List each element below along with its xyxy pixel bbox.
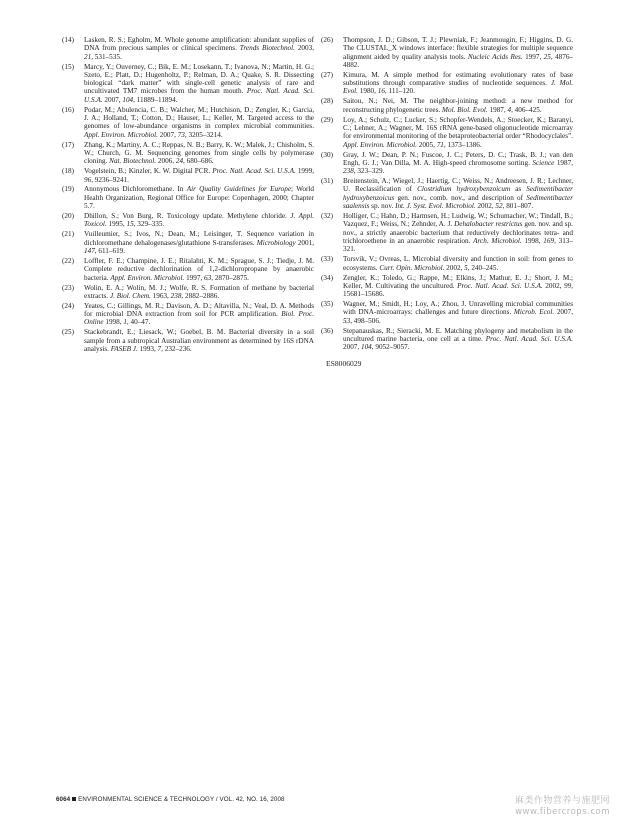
reference-segment: , 680–686. — [183, 157, 214, 166]
reference-item — [321, 116, 573, 149]
reference-italic-segment: 169 — [543, 236, 555, 245]
reference-segment: 2001, — [295, 238, 314, 247]
reference-italic-segment: J. Mol. Evol. — [343, 79, 573, 96]
reference-segment: Zengler, K.; Toledo, G.; Rappe, M.; Elkins, J.; Mathur, E. J.; Short, J. M.; Keller, M. Cultivating the uncultured. — [343, 273, 573, 290]
reference-italic-segment: Clostridium hydroxybenzoicum — [417, 185, 511, 194]
reference-italic-segment: Int. J. Syst. Evol. Microbiol. — [395, 202, 476, 211]
reference-segment: Holliger, C.; Hahn, D.; Harmsen, H.; Ludwig, W.; Schumacher, W.; Tindall, B.; Vazquez, F.; Weiss, N.; Zehnder, A. J. — [343, 212, 573, 229]
reference-segment: , 611–619. — [94, 246, 126, 255]
reference-number: (23) — [62, 283, 74, 292]
reference-item — [62, 328, 314, 353]
reference-segment: , 2870–2875. — [211, 273, 249, 282]
reference-segment: , 1373–1386. — [443, 140, 482, 149]
reference-italic-segment: Science — [532, 158, 555, 167]
reference-item — [62, 141, 314, 166]
reference-segment: 2006, — [156, 157, 176, 166]
reference-number: (24) — [62, 301, 74, 310]
reference-item — [62, 212, 314, 229]
reference-item — [321, 177, 573, 210]
reference-text — [84, 36, 314, 61]
reference-text — [343, 36, 573, 69]
reference-segment: Breitenstein, A.; Wiegel, J.; Haertig, C.; Weiss, N.; Andreesen, J. R.; Lechner, U. Reclassification of — [343, 177, 573, 194]
reference-item — [62, 167, 314, 184]
reference-text — [84, 63, 314, 104]
watermark — [515, 796, 610, 818]
reference-text — [343, 212, 573, 253]
reference-number: (19) — [62, 185, 74, 194]
reference-segment: 1997, — [184, 273, 205, 282]
reference-item — [321, 71, 573, 96]
reference-item — [321, 151, 573, 176]
reference-number: (32) — [321, 212, 333, 221]
reference-segment: Marcy, Y.; Ouverney, C.; Bik, E. M.; Losekann, T.; Ivanova, N.; Martin, H. G.; Szeto, E.; Platt, D.; Hugenholtz, P.; Relman, D. A.; Quake, S. R. Dissecting biological “dark matter” with single-cell genetic analysis of rare and uncultivated TM7 microbes from the human mouth. — [84, 62, 314, 96]
reference-number: (35) — [321, 300, 333, 309]
reference-segment: , 323–329. — [353, 167, 385, 176]
square-bullet-icon — [72, 797, 76, 801]
reference-number: (27) — [321, 70, 333, 79]
reference-italic-segment: 4 — [507, 105, 512, 114]
reference-italic-segment: Nucleic Acids Res. — [467, 52, 523, 61]
reference-item — [321, 36, 573, 69]
reference-italic-segment: 104 — [122, 95, 134, 104]
reference-italic-segment: 147 — [84, 246, 95, 255]
reference-segment: Vuilleumier, S.; Ivos, N.; Dean, M.; Leisinger, T. Sequence variation in dichloromethane dehalogenases/glutathione S-transferases. — [84, 230, 314, 247]
reference-item — [62, 230, 314, 255]
reference-item — [62, 106, 314, 139]
reference-italic-segment: 73 — [177, 130, 185, 139]
reference-italic-segment: Sedimentibacter saalensis — [343, 193, 573, 211]
reference-segment: 2007, — [554, 308, 573, 317]
reference-segment: Stackebrandt, E.; Liesack, W.; Goebel, B. M. Bacterial diversity in a soil sample from a subtropical Australian environment as determined by 16S rDNA analysis. — [84, 328, 314, 353]
reference-italic-segment: 16 — [377, 87, 385, 96]
reference-italic-segment: 5 — [464, 263, 468, 272]
reference-italic-segment: Mol. Biol. Evol. — [442, 105, 488, 114]
reference-segment: gen. nov. and sp. nov., a strictly anaerobic bacterium that reductively dechlorinates tetra- and trichloroethene in an anaerobic respiration. — [343, 220, 573, 245]
reference-text — [84, 106, 314, 139]
reference-text — [343, 97, 573, 114]
reference-number: (20) — [62, 212, 74, 221]
reference-number: (14) — [62, 36, 74, 44]
reference-text — [84, 284, 314, 301]
reference-segment: ; World Health Organization, Regional Office for Europe: Copenhagen, 2000; Chapter 5.7. — [84, 185, 314, 211]
reference-segment: , 232–236. — [161, 344, 192, 353]
reference-italic-segment: Biol. Proc. Online — [84, 310, 315, 327]
reference-italic-segment: Appl. Environ. Microbiol. — [84, 130, 158, 139]
references-right-column — [321, 36, 573, 368]
reference-segment: as — [510, 185, 527, 194]
reference-italic-segment: 96 — [84, 175, 92, 184]
reference-segment: 1998, — [521, 236, 544, 245]
reference-number: (15) — [62, 62, 74, 71]
reference-item — [321, 212, 573, 253]
reference-italic-segment: J. Biol. Chem. — [109, 291, 151, 300]
reference-segment: 1987, — [487, 105, 508, 114]
reference-number: (16) — [62, 105, 74, 114]
reference-segment: Yeates, C.; Gillings, M. R.; Davison, A. D.; Altavilla, N.; Veal, D. A. Methods for microbial DNA extraction from soil for PCR amplification. — [84, 301, 314, 319]
reference-italic-segment: 21 — [84, 52, 92, 61]
reference-segment: , 3205–3214. — [184, 130, 223, 139]
reference-segment: , 40–47. — [126, 318, 151, 327]
reference-italic-segment: 63 — [204, 273, 212, 282]
reference-item — [321, 97, 573, 114]
reference-number: (17) — [62, 140, 74, 149]
reference-number: (18) — [62, 167, 74, 176]
reference-number: (26) — [321, 36, 333, 44]
reference-segment: Podar, M.; Abulencia, C. B.; Walcher, M.; Hutchison, D.; Zengler, K.; Garcia, J. A.; Holland, T.; Cotton, D.; Hauser, L.; Keller, M. Targeted access to the genomes of low-abundance organisms in complex microbial communities. — [84, 105, 314, 131]
reference-segment: Vogelstein, B.; Kinzler, K. W. Digital PCR. — [84, 167, 213, 176]
reference-segment: 1998, — [103, 318, 124, 327]
reference-segment: 1980, — [357, 87, 378, 96]
reference-segment: Zhang, K.; Martiny, A. C.; Reppas, N. B.; Barry, K. W.; Malek, J.; Chisholm, S. W.; Church, G. M. Sequencing genomes from single cells by polymerase cloning. — [84, 140, 314, 166]
page-number: 6064 — [56, 796, 71, 803]
reference-segment: 2002, — [475, 202, 496, 211]
reference-segment: 1995, — [106, 220, 127, 229]
reference-italic-segment: 52 — [495, 202, 503, 211]
reference-text — [343, 300, 573, 325]
reference-segment: 2007, — [102, 95, 123, 104]
reference-list-left — [62, 36, 314, 353]
page-footer — [56, 796, 285, 803]
reference-text — [343, 71, 573, 96]
reference-text — [343, 177, 573, 210]
reference-segment: 1993, — [137, 344, 158, 353]
reference-text — [84, 302, 314, 327]
reference-italic-segment: Trends Biotechnol. — [239, 44, 295, 53]
reference-italic-segment: Arch. Microbiol. — [473, 236, 522, 245]
reference-number: (22) — [62, 256, 74, 265]
reference-list-right — [321, 36, 573, 352]
reference-text — [343, 274, 573, 299]
reference-italic-segment: 24 — [175, 157, 184, 166]
reference-italic-segment: Curr. Opin. Microbiol. — [379, 263, 445, 272]
reference-italic-segment: Appl. Environ. Microbiol. — [110, 273, 185, 282]
reference-text — [343, 151, 573, 176]
reference-segment: Saitou, N.; Nei, M. The neighbor-joining method: a new method for reconstructing phylogenetic trees. — [343, 97, 573, 114]
reference-number: (31) — [321, 177, 333, 186]
reference-number: (33) — [321, 255, 333, 264]
reference-segment: Kimura, M. A simple method for estimating evolutionary rates of base substitutions through comparative studies of nucleotide sequences. — [343, 70, 573, 88]
reference-segment: , 9236–9241. — [91, 175, 129, 184]
reference-text — [84, 257, 314, 282]
reference-italic-segment: 99 — [564, 281, 572, 290]
reference-number: (30) — [321, 150, 333, 159]
reference-segment: 2002, — [542, 281, 565, 290]
reference-italic-segment: 25 — [543, 52, 551, 61]
reference-segment: Dhillon, S.; Von Burg, R. Toxicology update. Methylene chloride. — [84, 212, 291, 221]
watermark-url: www.fibercrops.com — [515, 807, 610, 818]
watermark-chinese-text: 麻类作物营养与施肥网 — [514, 796, 610, 806]
reference-item — [321, 255, 573, 272]
reference-italic-segment: 7 — [157, 344, 162, 353]
reference-item — [62, 284, 314, 301]
journal-citation: ENVIRONMENTAL SCIENCE & TECHNOLOGY / VOL. 42, NO. 16, 2008 — [78, 796, 285, 803]
reference-italic-segment: Dehalobacter restrictus — [454, 220, 523, 229]
reference-segment: sp. nov. — [369, 202, 396, 211]
reference-italic-segment: Proc. Natl. Acad. Sci. U.S.A. — [485, 334, 573, 343]
reference-segment: , 313–321. — [343, 236, 573, 254]
reference-italic-segment: Air Quality Guidelines for Europe — [186, 185, 292, 194]
reference-text — [84, 141, 314, 166]
reference-text — [84, 167, 314, 184]
reference-segment: , 498–506. — [350, 316, 381, 325]
reference-segment: 2005, — [416, 140, 437, 149]
reference-segment: 2003, — [294, 44, 315, 53]
reference-number: (29) — [321, 115, 333, 124]
reference-italic-segment: J. Appl. Toxicol. — [84, 212, 314, 229]
reference-italic-segment: Microb. Ecol. — [513, 308, 555, 317]
reference-italic-segment: Sedimentibacter hydroxybenzoicus — [343, 185, 573, 202]
reference-italic-segment: Appl. Environ. Microbiol. — [343, 140, 417, 149]
reference-item — [62, 36, 314, 61]
reference-item — [62, 302, 314, 327]
reference-item — [321, 300, 573, 325]
reference-segment: Stepanauskas, R.; Sieracki, M. E. Matching phylogeny and metabolism in the uncultured marine bacteria, one cell at a time. — [343, 326, 573, 343]
reference-text — [84, 212, 314, 229]
reference-segment: , 11889–11894. — [133, 95, 178, 104]
reference-segment: Loy, A.; Schulz, C.; Lucker, S.; Schopfer-Wendels, A.; Stoecker, K.; Baranyi, C.; Lehner, A.; Wagner, M. 16S rRNA gene-based oligonucleotide microarray for environmental monitoring of the betaproteobacterial order “Rhodocyclales”. — [343, 115, 573, 141]
reference-italic-segment: Proc. Natl. Acad. Sci. U.S.A. — [212, 167, 296, 176]
reference-segment: , 9052–9057. — [371, 343, 410, 352]
reference-text — [343, 327, 573, 352]
reference-number: (34) — [321, 273, 333, 282]
reference-number: (36) — [321, 326, 333, 335]
reference-segment: , 531–535. — [91, 52, 122, 61]
reference-segment: , 111–120. — [384, 87, 415, 96]
reference-italic-segment: 104 — [360, 343, 372, 352]
reference-segment: 1987, — [554, 158, 573, 167]
reference-segment: , 406–425. — [511, 105, 542, 114]
reference-text — [84, 185, 314, 210]
reference-segment: Loffler, F. E.; Champine, J. E.; Ritalahti, K. M.; Sprague, S. J.; Tiedje, J. M. Complete reductive dechlorination of 1,2-dichloropropane by anaerobic bacteria. — [84, 256, 314, 282]
reference-segment: gen. nov., comb. nov., and description of — [394, 193, 527, 202]
reference-item — [62, 63, 314, 104]
reference-segment: Wagner, M.; Smidt, H.; Loy, A.; Zhou, J. Unravelling microbial communities with DNA-microarrays: challenges and future directions. — [343, 300, 573, 317]
reference-italic-segment: 53 — [343, 316, 351, 325]
reference-italic-segment: 238 — [343, 167, 354, 176]
reference-number: (21) — [62, 230, 74, 239]
reference-number: (25) — [62, 328, 74, 337]
reference-segment: 2002, — [444, 263, 465, 272]
reference-italic-segment: FASEB J. — [110, 344, 138, 353]
reference-item — [321, 274, 573, 299]
reference-italic-segment: 1 — [123, 318, 127, 327]
reference-segment: , 801–807. — [502, 202, 534, 211]
reference-segment: , 4876–4882. — [343, 52, 574, 69]
reference-number: (28) — [321, 97, 333, 106]
reference-italic-segment: Proc. Natl. Acad. Sci. U.S.A. — [457, 281, 543, 290]
reference-segment: 2007, — [157, 130, 178, 139]
reference-segment: Anonymous Dichloromethane. In — [84, 185, 187, 194]
reference-item — [62, 185, 314, 210]
reference-segment: , 329–335. — [133, 220, 165, 229]
reference-text — [343, 255, 573, 272]
reference-segment: 1999, — [295, 167, 315, 176]
reference-segment: Wolin, E. A.; Wolin, M. J.; Wolfe, R. S. Formation of methane by bacterial extracts. — [84, 283, 314, 300]
reference-italic-segment: 71 — [436, 140, 444, 149]
reference-item — [321, 327, 573, 352]
reference-item — [62, 257, 314, 282]
reference-text — [84, 328, 314, 353]
reference-segment: Torsvik, V.; Ovreas, L. Microbial diversity and function in soil: from genes to ecosystems. — [343, 255, 573, 272]
reference-italic-segment: Microbiology — [256, 238, 296, 247]
document-id: ES8006029 — [326, 358, 362, 368]
reference-segment: 1963, — [150, 291, 171, 300]
reference-segment: , 240–245. — [467, 263, 499, 272]
reference-italic-segment: 15 — [126, 220, 134, 229]
reference-text — [84, 230, 314, 255]
reference-italic-segment: Nat. Biotechnol. — [109, 157, 157, 166]
reference-segment: , 15681–15686. — [343, 281, 574, 299]
reference-segment: 2007, — [343, 343, 361, 352]
reference-segment: 1997, — [522, 52, 544, 61]
reference-segment: , 2882–2886. — [181, 291, 220, 300]
reference-italic-segment: 238 — [170, 291, 182, 300]
reference-segment: Gray, J. W.; Dean, P. N.; Fuscoe, J. C.; Peters, D. C.; Trask, B. J.; van den Engh, G. J.; Van Dilla, M. A. High-speed chromosome sorting. — [343, 150, 573, 167]
reference-italic-segment: Proc. Natl. Acad. Sci. U.S.A. — [84, 87, 314, 104]
reference-text — [343, 116, 573, 149]
references-left-column — [62, 36, 314, 355]
reference-segment: Lasken, R. S.; Egholm, M. Whole genome amplification: abundant supplies of DNA from precious samples or clinical specimens. — [84, 36, 314, 53]
reference-segment: Thompson, J. D.; Gibson, T. J.; Plewniak, F.; Jeanmougin, F.; Higgins, D. G. The CLUSTAL_X windows interface: flexible strategies for multiple sequence alignment aided by quality analysis tools. — [343, 36, 573, 61]
